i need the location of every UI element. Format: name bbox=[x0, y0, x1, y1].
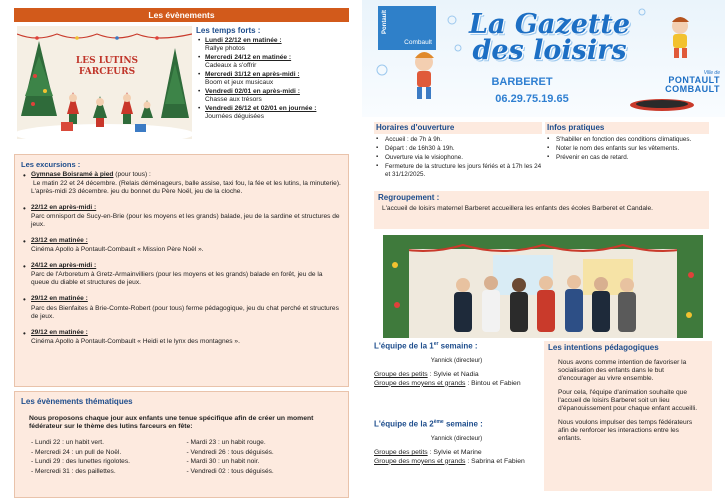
equipe-week-1 bbox=[374, 341, 539, 389]
temps-fort-item: • Mercredi 24/12 en matinée : Cadeaux à s'offrir bbox=[196, 54, 348, 70]
horaires-section bbox=[374, 122, 542, 180]
intentions-paragraph: Nous voulons impulser des temps fédérateurs afin de renforcer les interactions entre les enfants. bbox=[558, 418, 693, 442]
equipe1-group: Groupe des petits : Sylvie et Nadia bbox=[374, 370, 479, 378]
excursion-item: • 22/12 en après-midi : Parc omnisport de Sucy-en-Brie (pour les moyens et les grands) balade, jeu de la sardine et structures de jeux. bbox=[21, 204, 342, 229]
thematiques-intro: Nous proposons chaque jour aux enfants une tenue spécifique afin de créer un moment fédérateur sur le thème des lutins farceurs en fête: bbox=[29, 414, 314, 431]
infos-title: Infos pratiques bbox=[545, 122, 709, 134]
phone-number: 06.29.75.19.65 bbox=[495, 93, 569, 105]
gazette-header bbox=[362, 0, 725, 117]
regroupement-text: L'accueil de loisirs maternel Barberet accueillera les enfants des écoles Barberet et Candale. bbox=[382, 204, 654, 212]
intentions-paragraph: Pour cela, l'équipe d'animation souhaite que l'accueil de loisirs Barberet soit un lieu d'épanouissement pour chaque enfant accueilli. bbox=[558, 388, 698, 412]
temps-fort-item: • Lundi 22/12 en matinée : Rallye photos bbox=[196, 37, 348, 53]
thematiques-columns bbox=[21, 439, 342, 477]
intentions-title: Les intentions pédagogiques bbox=[548, 343, 659, 352]
equipe2-group: Groupe des petits : Sylvie et Marine bbox=[374, 448, 482, 456]
right-column bbox=[362, 0, 725, 502]
thematiques-col-2: - Mardi 23 : un habit rouge. - Vendredi 26 : tous déguisés. - Mardi 30 : un habit noir. - Vendredi 02 : tous déguisés. bbox=[186, 439, 274, 475]
ville-name: PONTAULT COMBAULT bbox=[665, 75, 720, 94]
center-name: BARBERET bbox=[491, 76, 553, 88]
ville-de-label: Ville de bbox=[703, 70, 720, 76]
group-photo-icon bbox=[383, 235, 703, 338]
equipe2-director: Yannick (directeur) bbox=[430, 435, 483, 443]
equipe-week-2 bbox=[374, 419, 539, 467]
intentions-section bbox=[544, 341, 712, 491]
thematiques-panel bbox=[14, 391, 349, 498]
left-column bbox=[14, 8, 349, 498]
temps-fort-item: • Mercredi 31/12 en après-midi : Boom et jeux musicaux bbox=[196, 71, 348, 87]
horaires-title: Horaires d'ouverture bbox=[374, 122, 542, 134]
team-photo bbox=[383, 235, 703, 338]
infos-section bbox=[545, 122, 709, 163]
logo-vertical-text: Pontault bbox=[382, 10, 388, 34]
equipe1-director: Yannick (directeur) bbox=[430, 357, 483, 365]
temps-fort-item: • Vendredi 26/12 et 02/01 en journée : Journées déguisées bbox=[196, 105, 348, 121]
thematiques-title: Les évènements thématiques bbox=[21, 397, 133, 406]
regroupement-title: Regroupement : bbox=[378, 193, 440, 202]
equipe1-group: Groupe des moyens et grands : Bintou et Fabien bbox=[374, 379, 521, 387]
excursions-panel bbox=[14, 154, 349, 387]
events-band-title: Les évènements bbox=[14, 8, 349, 22]
equipe2-title: L'équipe de la 2ème semaine : bbox=[374, 419, 483, 429]
equipe2-group: Groupe des moyens et grands : Sabrina et Fabien bbox=[374, 457, 525, 465]
intentions-paragraph: Nous avons comme intention de favoriser la socialisation des enfants dans le but d'encourager au vivre ensemble. bbox=[558, 358, 687, 382]
image-caption: LES LUTINS FARCEURS bbox=[75, 56, 139, 77]
lutins-farceurs-illustration bbox=[17, 26, 192, 139]
gazette-title: La Gazette des loisirs bbox=[468, 9, 631, 66]
excursion-item: • 29/12 en matinée : Cinéma Apollo à Pontault-Combault « Heidi et le lynx des montagnes ». bbox=[21, 329, 342, 346]
excursion-item: • 29/12 en matinée : Parc des Bienfaites à Brie-Comte-Robert (pour tous) ferme pédagogique, jeu du chat perché et structures de jeux. bbox=[21, 295, 342, 320]
excursion-item: • Gymnase Boisramé à pied (pour tous) : Le matin 22 et 24 décembre. (Relais déménageurs, balle assise, taxi fou, la fée et les lutins, la minuterie). L'après-midi 23 décembre. jeu du bonnet du Père Noël, jeu de la cloche. bbox=[21, 171, 342, 196]
excursions-title: Les excursions : bbox=[21, 160, 81, 169]
excursion-item: • 23/12 en matinée : Cinéma Apollo à Pontault-Combault « Mission Père Noël ». bbox=[21, 237, 342, 254]
temps-fort-item: • Vendredi 02/01 en après-midi : Chasse aux trésors bbox=[196, 88, 348, 104]
christmas-scene-icon bbox=[17, 26, 192, 139]
events-section bbox=[14, 8, 349, 138]
equipe1-title: L'équipe de la 1er semaine : bbox=[374, 341, 478, 351]
temps-forts-list bbox=[196, 26, 348, 122]
infos-list: ▪ S'habiller en fonction des conditions climatiques. ▪ Noter le nom des enfants sur les vêtements. ▪ Prévenir en cas de retard. bbox=[545, 136, 709, 162]
horaires-list: ▪ Accueil : de 7h à 9h. ▪ Départ : de 16h30 à 19h. ▪ Ouverture via le visiophone. ▪ Fermeture de la structure les jours fériés et à 17h les 24 et 31/12/2025. bbox=[374, 136, 542, 179]
thematiques-col-1: - Lundi 22 : un habit vert. - Mercredi 24 : un pull de Noël. - Lundi 29 : des lunettes rigolotes. - Mercredi 31 : des paillettes. bbox=[31, 439, 130, 475]
excursion-item: • 24/12 en après-midi : Parc de l'Arboretum à Gretz-Armainvilliers (pour les moyens et les grands) balade en forêt, jeu de la queue du diable et structures de jeux. bbox=[21, 262, 342, 287]
regroupement-section bbox=[374, 191, 709, 229]
temps-forts-title: Les temps forts : bbox=[196, 26, 261, 35]
logo-text: Combault bbox=[404, 39, 432, 46]
